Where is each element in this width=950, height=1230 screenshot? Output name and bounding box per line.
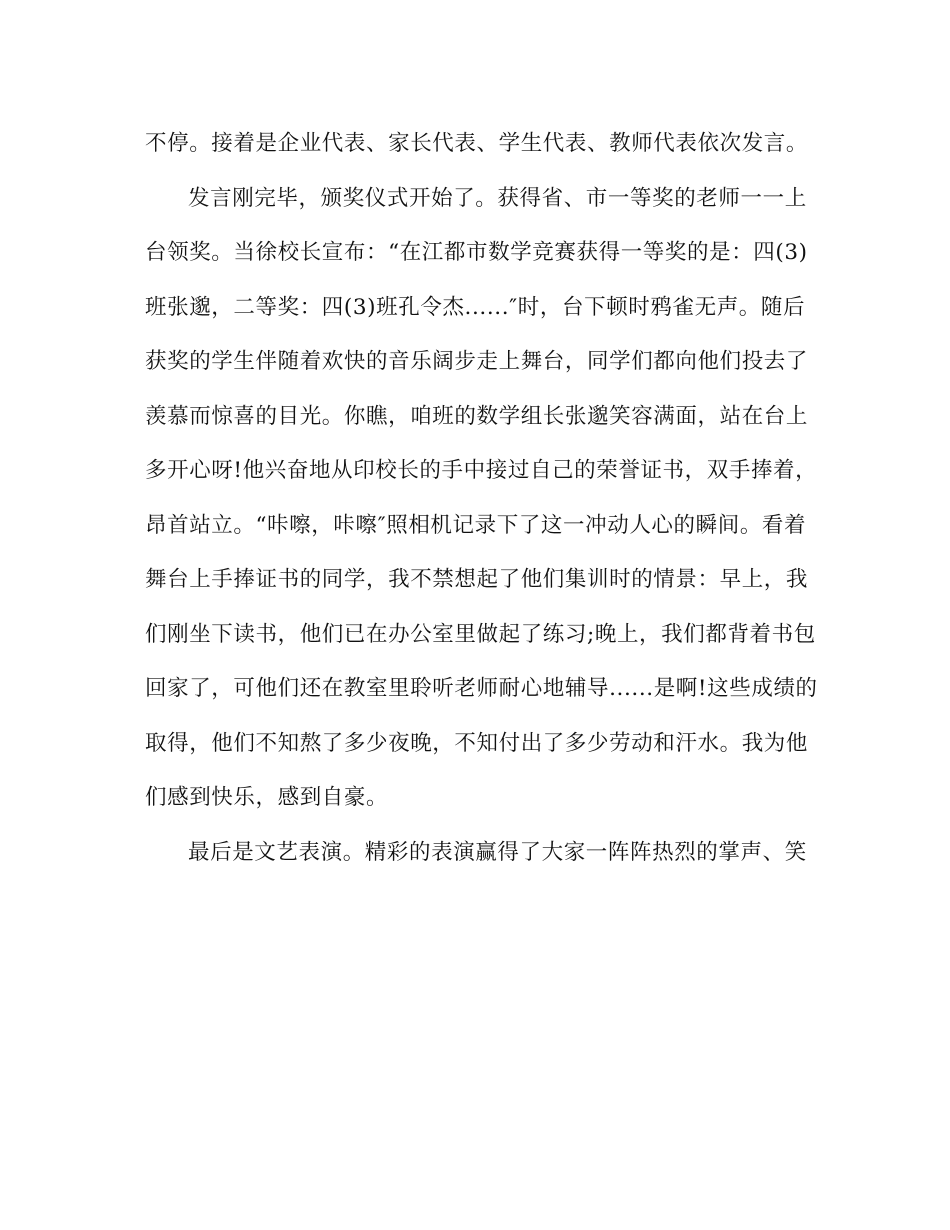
text-line-1: 不停。接着是企业代表、家长代表、学生代表、教师代表依次发言。 [145,131,809,156]
text-line-6: 羡慕而惊喜的目光。你瞧，咱班的数学组长张邈笑容满面，站在台上 [145,403,809,429]
text-line-12: 取得，他们不知熬了多少夜晚，不知付出了多少劳动和汗水。我为他 [145,730,809,756]
text-line-4: 班张邈，二等奖：四(3)班孔令杰......″时，台下顿时鸦雀无声。随后 [145,294,806,320]
body-text [145,117,818,880]
text-line-8: 昂首站立。“咔嚓，咔嚓″照相机记录下了这一冲动人心的瞬间。看着 [145,512,807,538]
text-line-13: 们感到快乐，感到自豪。 [145,785,389,810]
text-line-5: 获奖的学生伴随着欢快的音乐阔步走上舞台，同学们都向他们投去了 [145,349,809,374]
text-line-3: 台领奖。当徐校长宣布：“在江都市数学竞赛获得一等奖的是：四(3) [145,240,808,265]
text-line-10: 们刚坐下读书，他们已在办公室里做起了练习;晚上，我们都背着书包 [145,621,816,647]
text-line-11: 回家了，可他们还在教室里聆听老师耐心地辅导......是啊!这些成绩的 [145,676,818,701]
text-line-2: 发言刚完毕，颁奖仪式开始了。获得省、市一等奖的老师一一上 [188,185,807,211]
text-line-7: 多开心呀!他兴奋地从印校长的手中接过自己的荣誉证书，双手捧着， [145,458,818,483]
text-line-9: 舞台上手捧证书的同学，我不禁想起了他们集训时的情景：早上，我 [145,567,809,592]
text-line-14: 最后是文艺表演。精彩的表演赢得了大家一阵阵热烈的掌声、笑 [188,839,807,865]
